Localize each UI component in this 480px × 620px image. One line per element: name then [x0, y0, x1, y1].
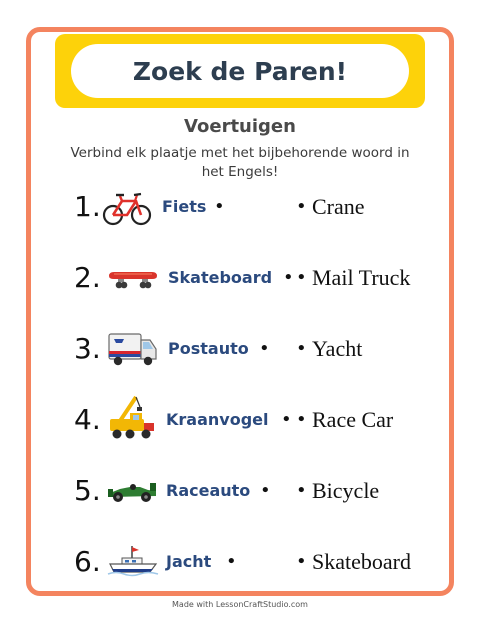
- matching-row: [0, 537, 480, 587]
- left-dot[interactable]: •: [260, 480, 271, 501]
- footer-credit: Made with LessonCraftStudio.com: [172, 600, 308, 609]
- title-banner: [55, 34, 425, 108]
- title-pill: [71, 44, 409, 98]
- dutch-word: Raceauto: [166, 481, 251, 500]
- english-word: Yacht: [312, 336, 363, 361]
- matching-row: [0, 466, 480, 516]
- dutch-word: Kraanvogel: [166, 410, 269, 429]
- matching-row: [0, 253, 480, 303]
- row-number: 3.: [74, 332, 101, 365]
- english-word: Crane: [312, 194, 365, 219]
- right-dot[interactable]: •: [296, 338, 307, 359]
- left-dot[interactable]: •: [281, 409, 292, 430]
- right-dot[interactable]: •: [296, 196, 307, 217]
- dutch-word: Postauto: [168, 339, 249, 358]
- skateboard-icon: [106, 256, 160, 300]
- left-dot[interactable]: •: [283, 267, 294, 288]
- english-word: Race Car: [312, 407, 394, 432]
- race-car-icon: [106, 469, 160, 513]
- row-number: 6.: [74, 545, 101, 578]
- page-title: Zoek de Paren!: [132, 56, 348, 86]
- left-dot[interactable]: •: [259, 338, 270, 359]
- worksheet-subtitle: Voertuigen: [184, 116, 296, 137]
- bicycle-icon: [102, 185, 152, 229]
- row-number: 1.: [74, 190, 101, 223]
- instructions-text: Verbind elk plaatje met het bijbehorende woord in het Engels!: [70, 145, 410, 180]
- yacht-icon: [106, 540, 160, 584]
- english-word: Bicycle: [312, 478, 380, 503]
- mail-truck-icon: [106, 327, 160, 371]
- dutch-word: Skateboard: [168, 268, 273, 287]
- row-number: 4.: [74, 403, 101, 436]
- right-dot[interactable]: •: [296, 267, 307, 288]
- left-dot[interactable]: •: [214, 196, 225, 217]
- english-word: Skateboard: [312, 549, 411, 574]
- row-number: 2.: [74, 261, 101, 294]
- matching-row: [0, 324, 480, 374]
- row-number: 5.: [74, 474, 101, 507]
- english-word: Mail Truck: [312, 265, 411, 290]
- left-dot[interactable]: •: [226, 551, 237, 572]
- right-dot[interactable]: •: [296, 551, 307, 572]
- right-dot[interactable]: •: [296, 409, 307, 430]
- matching-row: [0, 182, 480, 232]
- dutch-word: Jacht: [166, 552, 212, 571]
- crane-icon: [106, 393, 158, 443]
- matching-row: [0, 395, 480, 445]
- right-dot[interactable]: •: [296, 480, 307, 501]
- dutch-word: Fiets: [162, 197, 207, 216]
